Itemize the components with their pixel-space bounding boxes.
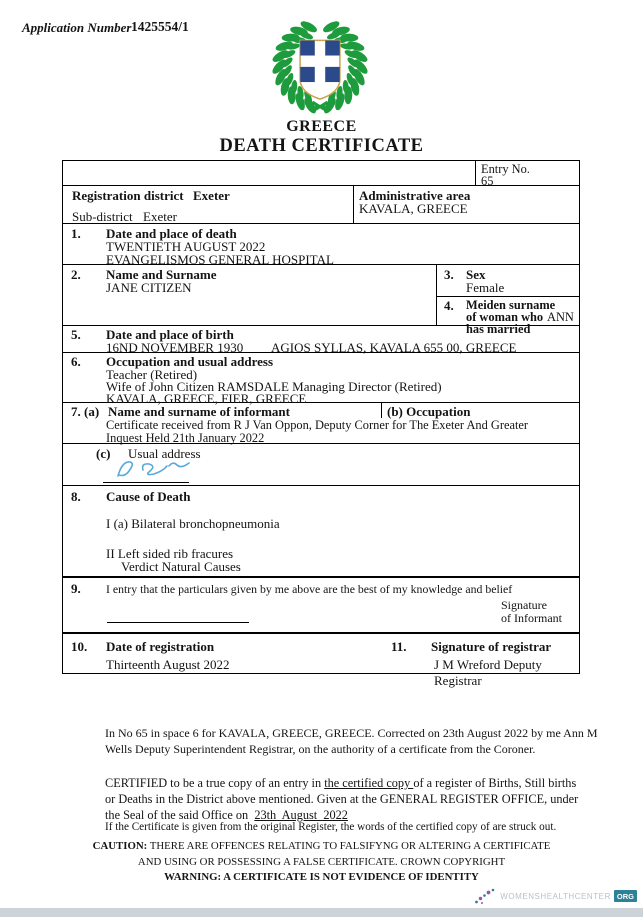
declaration-statement: I entry that the particulars given by me above are the best of my knowledge and belief	[106, 582, 513, 596]
greece-coat-of-arms-icon	[263, 11, 377, 124]
correction-note	[105, 726, 598, 757]
usual-address-line	[103, 446, 189, 483]
admin-area-value: KAVALA, GREECE	[359, 201, 468, 216]
registration-district-value: Exeter	[193, 188, 230, 203]
section-4-label-line2: of woman who	[466, 310, 544, 324]
death-place-value: EVANGELISMOS GENERAL HOSPITAL	[106, 252, 334, 267]
birth-date-value: 16ND NOVEMBER 1930	[106, 340, 244, 355]
section-7-number: 7. (a)	[71, 404, 100, 419]
birth-place-value: AGIOS SYLLAS, KAVALA 655 00, GREECE	[271, 340, 517, 355]
application-number-label: Application Number	[22, 20, 132, 35]
registrar-signature-value: J M Wreford Deputy Registrar	[434, 657, 542, 688]
sex-value: Female	[466, 280, 505, 295]
section-1-row	[63, 224, 579, 265]
section-8-row	[63, 486, 579, 578]
watermark-logo-icon	[473, 886, 497, 906]
cause-line1: I (a) Bilateral bronchopneumonia	[106, 516, 280, 531]
text-line: In No 65 in space 6 for KAVALA, GREECE, GREECE. Corrected on 23th August 2022 by me Ann M	[105, 726, 598, 740]
cause-line3: Verdict Natural Causes	[121, 559, 241, 574]
section-11-number: 11.	[391, 639, 407, 654]
application-number-value: 1425554/1	[131, 19, 189, 34]
caution-block	[0, 839, 643, 886]
informant-line2: Inquest Held 21th January 2022	[106, 431, 265, 445]
section-1-number: 1.	[71, 226, 81, 241]
certified-statement	[105, 776, 578, 824]
section-3-number: 3.	[444, 267, 454, 282]
deceased-name-value: JANE CITIZEN	[106, 280, 192, 295]
sub-district-label: Sub-district	[72, 209, 133, 224]
watermark-logo	[473, 886, 637, 906]
text-line: or Deaths in the District above mentioned. Given at the GENERAL REGISTER OFFICE, under	[105, 791, 579, 806]
occupation-line2: Wife of John Citizen RAMSDALE Managing Director (Retired)	[106, 379, 442, 394]
text-line: CAUTION: THERE ARE OFFENCES RELATING TO FALSIFYNG OR ALTERING A CERTIFICATE	[92, 840, 551, 852]
sub-district-value: Exeter	[143, 209, 177, 224]
cause-line2: II Left sided rib fracures	[106, 546, 234, 561]
signature-of-informant-label-line2: of Informant	[501, 611, 562, 625]
section-10-label: Date of registration	[106, 639, 215, 654]
section-7c-label: Usual address	[128, 446, 201, 461]
admin-area-label: Administrative area	[359, 188, 471, 203]
section-6-number: 6.	[71, 354, 81, 369]
section-2-number: 2.	[71, 267, 81, 282]
signature-of-informant-label-line1: Signature	[501, 598, 547, 612]
section-8-number: 8.	[71, 489, 81, 504]
document-title: DEATH CERTIFICATE	[219, 136, 424, 156]
section-1-label: Date and place of death	[106, 226, 237, 241]
section-3-label: Sex	[466, 267, 486, 282]
text-line: CERTIFIED to be a true copy of an entry in the certified copy of a register of Births, Still births	[105, 776, 577, 790]
section-9-number: 9.	[71, 581, 81, 596]
section-4-label-line1: Meiden surname	[466, 298, 556, 312]
informant-line1: Certificate received from R J Van Oppon, Deputy Corner for The Exeter And Greater	[106, 418, 529, 432]
section-6-label: Occupation and usual address	[106, 354, 274, 369]
section-10-number: 10.	[71, 639, 88, 654]
informant-signature-line	[107, 586, 249, 623]
text-line: the Seal of the said Office on 23th August 2022	[105, 807, 348, 822]
section-7ab-row	[63, 403, 579, 444]
death-date-value: TWENTIETH AUGUST 2022	[106, 239, 266, 254]
watermark-site-name: WOMENSHEALTHCENTER	[500, 891, 611, 901]
section-11-label: Signature of registrar	[431, 639, 552, 654]
section-5-label: Date and place of birth	[106, 327, 234, 342]
country-title: GREECE	[286, 118, 357, 135]
text-line: AND USING OR POSSESSING A FALSE CERTIFICATE. CROWN COPYRIGHT	[137, 855, 506, 868]
section-8-label: Cause of Death	[106, 489, 191, 504]
entry-no-label: Entry No.	[481, 162, 530, 176]
text-line: WARNING: A CERTIFICATE IS NOT EVIDENCE OF IDENTITY	[164, 871, 479, 884]
section-9-row	[63, 578, 579, 634]
entry-box-divider	[475, 161, 476, 186]
section-7b-label: (b) Occupation	[387, 404, 471, 419]
section-7c-row	[63, 444, 579, 486]
section-2-label: Name and Surname	[106, 267, 217, 282]
occupation-line1: Teacher (Retired)	[106, 367, 198, 382]
maiden-surname-value: ANN	[547, 310, 574, 324]
registration-date-value: Thirteenth August 2022	[106, 657, 230, 672]
section-7a-label: Name and surname of informant	[108, 404, 290, 419]
entry-no-value: 65	[481, 174, 494, 188]
section-4-label-line3: has married	[466, 322, 531, 336]
section-5-number: 5.	[71, 327, 81, 342]
section-10-11-row	[63, 634, 579, 688]
section-7-divider	[381, 403, 382, 418]
district-divider	[353, 186, 354, 224]
original-register-note: If the Certificate is given from the original Register, the words of the certified copy of are struck out.	[105, 821, 557, 833]
registration-district-label: Registration district	[72, 188, 184, 203]
section-6-row	[63, 353, 579, 406]
text-line: Wells Deputy Superintendent Registrar, on the authority of a certificate from the Coroner.	[105, 741, 536, 756]
window-bottom-bar	[0, 908, 643, 917]
entry-row	[63, 161, 579, 186]
district-row	[63, 186, 579, 224]
watermark-site-tld: ORG	[614, 890, 637, 902]
occupation-line3: KAVALA, GREECE, FIER, GREECE	[106, 391, 307, 406]
certificate-table	[62, 160, 580, 688]
section-4-number: 4.	[444, 298, 454, 313]
section-7c-number: (c)	[96, 446, 111, 461]
section-5-row	[63, 326, 579, 353]
section-3-4-divider	[436, 296, 579, 297]
